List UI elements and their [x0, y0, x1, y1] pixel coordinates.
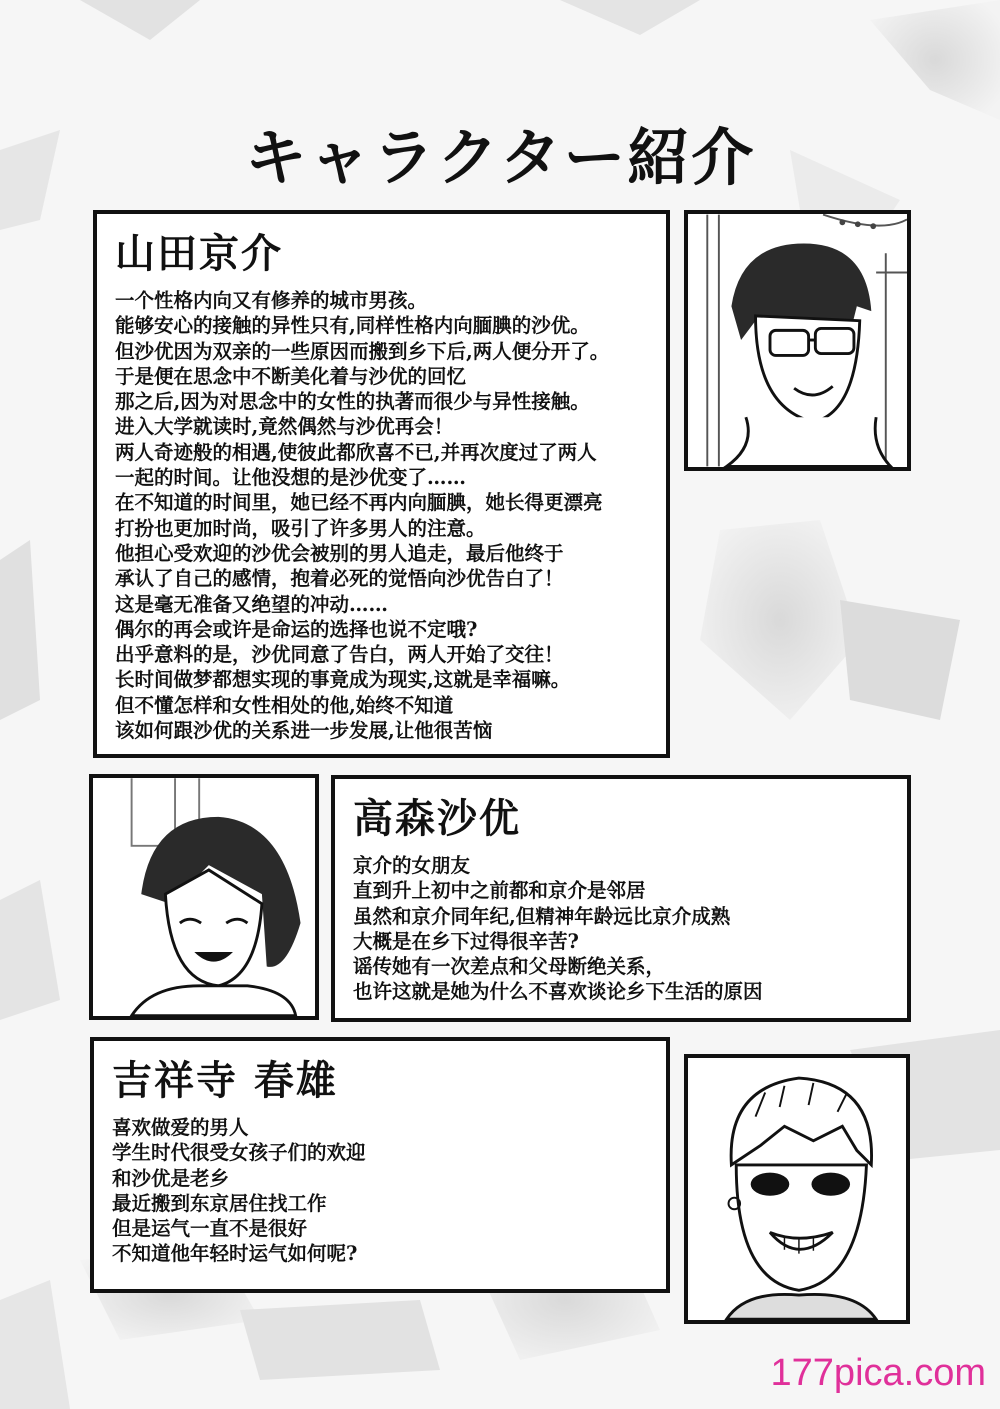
portrait-kichijoji — [684, 1054, 910, 1324]
character-card-takamori — [331, 775, 911, 1022]
character-card-yamada — [93, 210, 670, 758]
watermark-text: 177pica.com — [770, 1352, 986, 1394]
character-description — [353, 853, 907, 1005]
description-line: 该如何跟沙优的关系进一步发展,让他很苦恼 — [115, 719, 493, 743]
description-line: 在不知道的时间里，她已经不再内向腼腆，她长得更漂亮 — [115, 491, 603, 515]
character-name: 山田京介 — [115, 231, 283, 277]
description-line: 不知道他年轻时运气如何呢? — [112, 1242, 358, 1266]
description-line: 但沙优因为双亲的一些原因而搬到乡下后,两人便分开了。 — [115, 339, 610, 363]
portrait-takamori — [89, 774, 319, 1020]
character-description — [112, 1115, 666, 1267]
description-line: 一个性格内向又有修养的城市男孩。 — [115, 289, 428, 312]
description-line: 他担心受欢迎的沙优会被别的男人追走，最后他终于 — [115, 541, 564, 565]
page-title: キャラクター紹介 — [244, 121, 756, 194]
description-line: 于是便在思念中不断美化着与沙优的回忆 — [115, 364, 467, 388]
description-line: 出乎意料的是，沙优同意了告白，两人开始了交往！ — [115, 643, 564, 667]
description-line: 那之后,因为对思念中的女性的执著而很少与异性接触。 — [115, 390, 590, 414]
description-line: 最近搬到东京居住找工作 — [112, 1191, 327, 1215]
description-line: 两人奇迹般的相遇,使彼此都欣喜不已,并再次度过了两人 — [115, 440, 597, 464]
description-line: 长时间做梦都想实现的事竟成为现实,这就是幸福嘛。 — [115, 668, 571, 692]
description-line: 虽然和京介同年纪,但精神年龄远比京介成熟 — [353, 904, 731, 928]
description-line: 这是毫无准备又绝望的冲动…… — [115, 592, 389, 616]
grinning-man-illustration — [688, 1058, 906, 1320]
description-line: 一起的时间。让他没想的是沙优变了…… — [115, 466, 467, 490]
description-line: 但不懂怎样和女性相处的他,始终不知道 — [115, 693, 454, 717]
description-line: 大概是在乡下过得很辛苦? — [353, 929, 579, 953]
character-card-kichijoji — [90, 1037, 670, 1293]
glasses-man-illustration — [688, 214, 907, 467]
description-line: 京介的女朋友 — [353, 854, 471, 877]
description-line: 学生时代很受女孩子们的欢迎 — [112, 1141, 366, 1165]
smiling-woman-illustration — [93, 778, 315, 1016]
description-line: 和沙优是老乡 — [112, 1166, 230, 1190]
character-name: 高森沙优 — [353, 796, 521, 842]
description-line: 直到升上初中之前都和京介是邻居 — [353, 879, 646, 903]
character-name: 吉祥寺 春雄 — [112, 1058, 338, 1104]
description-line: 偶尔的再会或许是命运的选择也说不定哦? — [115, 617, 478, 641]
portrait-yamada — [684, 210, 911, 471]
description-line: 承认了自己的感情，抱着必死的觉悟向沙优告白了！ — [115, 567, 564, 591]
description-line: 但是运气一直不是很好 — [112, 1217, 308, 1241]
character-description — [115, 288, 666, 743]
description-line: 能够安心的接触的异性只有,同样性格内向腼腆的沙优。 — [115, 314, 590, 338]
description-line: 进入大学就读时,竟然偶然与沙优再会！ — [115, 415, 454, 439]
description-line: 谣传她有一次差点和父母断绝关系， — [353, 955, 666, 979]
description-line: 喜欢做爱的男人 — [112, 1116, 249, 1139]
description-line: 也许这就是她为什么不喜欢谈论乡下生活的原因 — [353, 980, 763, 1004]
description-line: 打扮也更加时尚，吸引了许多男人的注意。 — [115, 516, 486, 540]
